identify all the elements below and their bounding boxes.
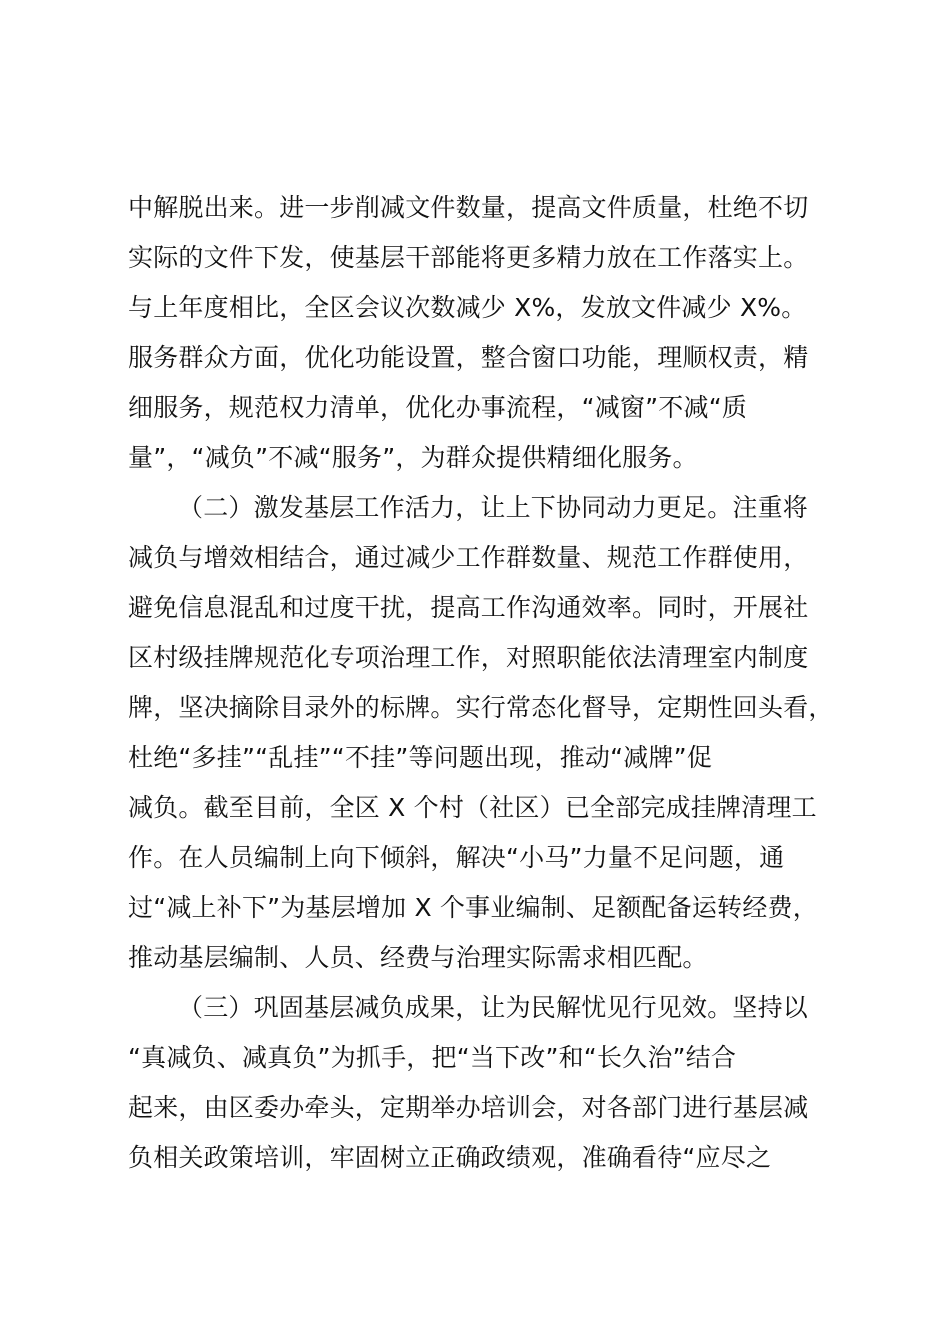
text-line: 量”，“减负”不减“服务”，为群众提供精细化服务。 <box>128 443 698 472</box>
text-line: 起来，由区委办牵头，定期举办培训会，对各部门进行基层减 <box>128 1093 809 1122</box>
text-line: 服务群众方面，优化功能设置，整合窗口功能，理顺权责，精 <box>128 343 809 372</box>
text-line: 作。在人员编制上向下倾斜，解决“小马”力量不足问题，通 <box>128 843 785 872</box>
text-line: 与上年度相比，全区会议次数减少 X%，发放文件减少 X%。 <box>128 293 807 322</box>
text-line: 推动基层编制、人员、经费与治理实际需求相匹配。 <box>128 943 708 972</box>
text-line: 负相关政策培训，牢固树立正确政绩观，准确看待“应尽之 <box>128 1143 772 1172</box>
text-line: 减负与增效相结合，通过减少工作群数量、规范工作群使用， <box>128 543 809 572</box>
document-body <box>128 183 858 1183</box>
section-heading-line: （二）激发基层工作活力，让上下协同动力更足。注重将 <box>178 493 809 522</box>
section-heading-line: （三）巩固基层减负成果，让为民解忧见行见效。坚持以 <box>178 993 809 1022</box>
text-line: 牌，坚决摘除目录外的标牌。实行常态化督导，定期性回头看， <box>128 693 834 722</box>
text-line: 减负。截至目前，全区 X 个村（社区）已全部完成挂牌清理工 <box>128 793 817 822</box>
text-line: 中解脱出来。进一步削减文件数量，提高文件质量，杜绝不切 <box>128 193 809 222</box>
text-line: 杜绝“多挂”“乱挂”“不挂”等问题出现，推动“减牌”促 <box>128 743 713 772</box>
text-line: 避免信息混乱和过度干扰，提高工作沟通效率。同时，开展社 <box>128 593 809 622</box>
text-line: 区村级挂牌规范化专项治理工作，对照职能依法清理室内制度 <box>128 643 809 672</box>
text-line: 细服务，规范权力清单，优化办事流程，“减窗”不减“质 <box>128 393 748 422</box>
text-line: 过“减上补下”为基层增加 X 个事业编制、足额配备运转经费， <box>128 893 818 922</box>
text-line: “真减负、减真负”为抓手，把“当下改”和“长久治”结合 <box>128 1043 737 1072</box>
text-line: 实际的文件下发，使基层干部能将更多精力放在工作落实上。 <box>128 243 809 272</box>
